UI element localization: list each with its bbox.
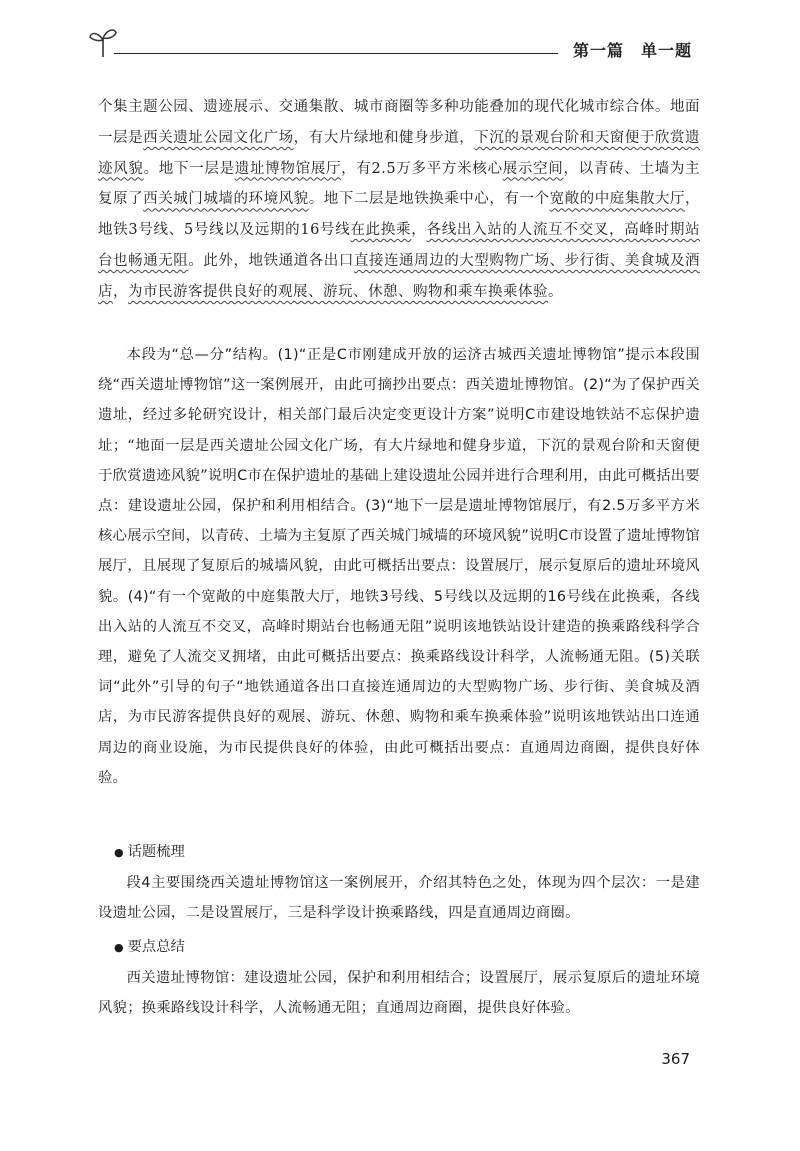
underlined-phrase: 宽敞的中庭集散大厅 [549,191,686,208]
page-header [88,24,700,60]
summary-paragraph: 西关遗址博物馆：建设遗址公园，保护和利用相结合；设置展厅，展示复原后的遗址环境风貌；换乘路线设计科学，人流畅通无阻；直通周边商圈，提供良好体验。 [98,970,700,1016]
analysis-paragraph: 本段为“总—分”结构。(1)“正是C市刚建成开放的运济古城西关遗址博物馆”提示本段围绕“西关遗址博物馆”这一案例展开，由此可摘抄出要点：西关遗址博物馆。(2)“为了保护西关遗址，经过多轮研究设计，相关部门最后决定变更设计方案”说明C市建设地铁站不忘保护遗址；“地面一层是西关遗址公园文化广场，有大片绿地和健身步道，下沉的景观台阶和天窗便于欣赏遗迹风貌”说明C市在保护遗址的基础上建设遗址公园并进行合理利用，由此可概括出要点：建设遗址公园，保护和利用相结合。(3)“地下一层是遗址博物馆展厅，有2.5万多平方米核心展示空间，以青砖、土墙为主复原了西关城门城墙的环境风貌”说明C市设置了遗址博物馆展厅，且展现了复原后的城墙风貌，由此可概括出要点：设置展厅，展示复原后的遗址环境风貌。(4)“有一个宽敞的中庭集散大厅，地铁3号线、5号线以及远期的16号线在此换乘，各线出入站的人流互不交叉，高峰时期站台也畅通无阻”说明该地铁站设计建造的换乘路线科学合理，避免了人流交叉拥堵，由此可概括出要点：换乘路线设计科学，人流畅通无阻。(5)关联词“此外”引导的句子“地铁通道各出口直接连通周边的大型购物广场、步行街、美食城及酒店，为市民游客提供良好的观展、游玩、休憩、购物和乘车换乘体验”说明该地铁站出口连通周边的商业设施，为市民提供良好的体验，由此可概括出要点：直通周边商圈，提供良好体验。 [98,347,700,786]
topic-title: 话题梳理 [127,844,185,860]
text-run: 。此外，地铁通道各出口 [188,252,354,269]
underlined-phrase: 下沉的景观台阶和天窗便于欣赏遗迹风貌 [98,129,701,177]
text-run: ， [411,222,427,239]
text-run: ，有大片绿地和健身步道， [293,129,475,146]
header-rule [114,53,558,54]
underlined-phrase: 西关遗址公园文化广场 [143,129,294,146]
text-run: ，以青砖、土墙为主复原了 [98,160,701,208]
analysis-section [98,340,700,793]
underlined-phrase: 在此换乘 [350,222,412,239]
text-run: ， [113,283,128,300]
underlined-phrase: 为市民游客提供良好的观展、游玩、休憩、购物和乘车换乘体验 [128,283,548,300]
text-run: ，有2.5万多平方米核心 [341,160,503,177]
text-run: ，地铁3号线、5号线以及远期的16号线 [98,191,701,239]
topic-heading [114,842,185,863]
text-run: 个集主题公园、遗迹展示、交通集散、城市商圈等多种功能叠加的现代化城市综合体。地面一层是 [98,99,700,146]
summary-title: 要点总结 [127,939,185,955]
underlined-phrase: 展示空间 [502,160,564,177]
topic-paragraph: 段4主要围绕西关遗址博物馆这一案例展开，介绍其特色之处，体现为四个层次：一是建设遗址公园，二是设置展厅，三是科学设计换乘路线，四是直通周边商圈。 [98,875,700,921]
underlined-phrase: 直接连通周边的大型购物广场、步行街、美食城及酒店 [98,252,701,300]
bullet-icon: ● [114,941,124,954]
underlined-phrase: 西关城门城墙的环境风貌 [143,191,309,208]
text-run: 。地下二层是地铁换乘中心，有一个 [308,191,550,208]
text-run: 。 [548,283,563,300]
underlined-phrase: 各线出入站的人流互不交叉，高峰时期站台也畅通无阻 [98,222,701,269]
section-title-header: 第一篇 单一题 [572,41,692,60]
text-run: 。地下一层是 [143,160,235,177]
page-number: 367 [661,1050,690,1068]
underlined-phrase: 遗址博物馆展厅 [234,160,342,177]
bullet-icon: ● [114,846,124,859]
summary-heading [114,937,185,958]
original-passage [98,92,700,308]
